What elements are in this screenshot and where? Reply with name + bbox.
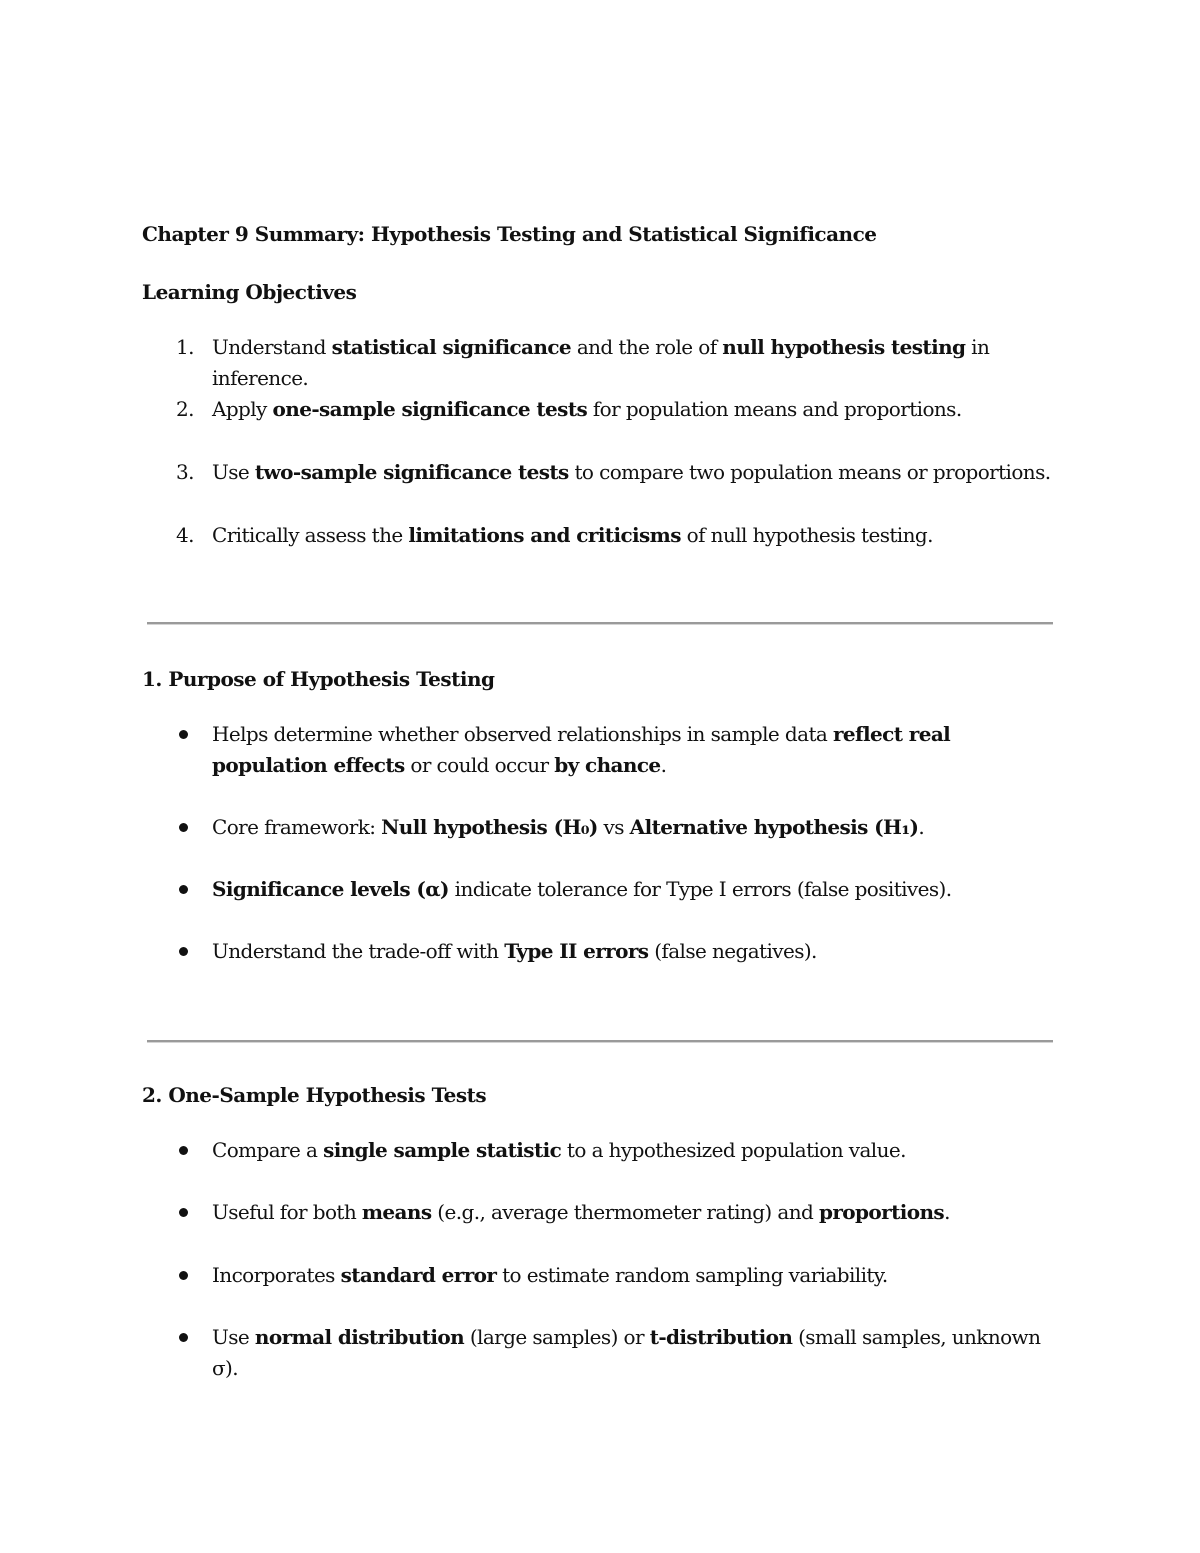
text-run: Incorporates bbox=[212, 1263, 341, 1287]
text-run: for population means and proportions. bbox=[587, 397, 962, 421]
objectives-heading: Learning Objectives bbox=[142, 280, 357, 304]
objective-item bbox=[212, 457, 1052, 488]
bold-text-run: single sample statistic bbox=[323, 1138, 562, 1162]
bold-text-run: limitations and criticisms bbox=[408, 523, 681, 547]
text-run: Core framework: bbox=[212, 815, 382, 839]
bullet-icon bbox=[179, 823, 188, 832]
purpose-bullet-item bbox=[212, 812, 1052, 843]
section-heading-purpose: 1. Purpose of Hypothesis Testing bbox=[142, 667, 495, 691]
bold-text-run: means bbox=[361, 1200, 432, 1224]
text-run: of null hypothesis testing. bbox=[680, 523, 933, 547]
bullet-icon bbox=[179, 947, 188, 956]
text-run: (false negatives). bbox=[648, 939, 817, 963]
text-run: to estimate random sampling variability. bbox=[496, 1263, 888, 1287]
purpose-bullet-item bbox=[212, 874, 1052, 905]
text-run: Use bbox=[212, 460, 255, 484]
horizontal-divider bbox=[147, 622, 1053, 625]
text-run: . bbox=[660, 753, 667, 777]
bold-text-run: normal distribution bbox=[254, 1325, 465, 1349]
objective-number: 3. bbox=[176, 460, 194, 484]
section-heading-one-sample: 2. One-Sample Hypothesis Tests bbox=[142, 1083, 487, 1107]
bullet-icon bbox=[179, 1271, 188, 1280]
bold-text-run: reflect real population effects bbox=[212, 722, 951, 777]
text-run: . bbox=[918, 815, 925, 839]
objective-item bbox=[212, 520, 1052, 551]
text-run: Understand bbox=[212, 335, 332, 359]
bold-text-run: Null hypothesis (H₀) bbox=[381, 815, 598, 839]
text-run: or could occur bbox=[404, 753, 555, 777]
bold-text-run: proportions bbox=[818, 1200, 945, 1224]
bold-text-run: null hypothesis testing bbox=[722, 335, 966, 359]
text-run: indicate tolerance for Type I errors (false positives). bbox=[448, 877, 952, 901]
objective-number: 1. bbox=[176, 335, 194, 359]
one-sample-bullet-item bbox=[212, 1135, 1052, 1166]
text-run: Useful for both bbox=[212, 1200, 362, 1224]
text-run: in inference. bbox=[212, 335, 990, 390]
bold-text-run: one-sample significance tests bbox=[272, 397, 588, 421]
bold-text-run: Alternative hypothesis (H₁) bbox=[629, 815, 919, 839]
text-run: (e.g., average thermometer rating) and bbox=[431, 1200, 819, 1224]
bullet-icon bbox=[179, 885, 188, 894]
bullet-icon bbox=[179, 1333, 188, 1342]
horizontal-divider bbox=[147, 1040, 1053, 1043]
bullet-icon bbox=[179, 1146, 188, 1155]
one-sample-bullet-item bbox=[212, 1197, 1052, 1228]
one-sample-bullet-item bbox=[212, 1322, 1052, 1384]
bold-text-run: statistical significance bbox=[331, 335, 572, 359]
text-run: Use bbox=[212, 1325, 255, 1349]
objective-number: 4. bbox=[176, 523, 194, 547]
bullet-icon bbox=[179, 1208, 188, 1217]
text-run: . bbox=[944, 1200, 950, 1224]
bold-text-run: by chance bbox=[554, 753, 661, 777]
text-run: vs bbox=[597, 815, 630, 839]
objective-number: 2. bbox=[176, 397, 194, 421]
text-run: to compare two population means or proportions. bbox=[568, 460, 1051, 484]
purpose-bullet-item bbox=[212, 719, 1052, 781]
bold-text-run: standard error bbox=[340, 1263, 497, 1287]
text-run: (small samples, unknown σ). bbox=[212, 1325, 1041, 1380]
text-run: Compare a bbox=[212, 1138, 324, 1162]
bold-text-run: two-sample significance tests bbox=[254, 460, 569, 484]
text-run: (large samples) or bbox=[464, 1325, 650, 1349]
text-run: Critically assess the bbox=[212, 523, 409, 547]
bold-text-run: Significance levels (α) bbox=[212, 877, 449, 901]
document-title: Chapter 9 Summary: Hypothesis Testing and Statistical Significance bbox=[142, 222, 877, 246]
text-run: Helps determine whether observed relationships in sample data bbox=[212, 722, 833, 746]
text-run: and the role of bbox=[571, 335, 723, 359]
objective-item bbox=[212, 332, 1052, 394]
objective-item bbox=[212, 394, 1052, 425]
purpose-bullet-item bbox=[212, 936, 1052, 967]
bullet-icon bbox=[179, 730, 188, 739]
text-run: to a hypothesized population value. bbox=[561, 1138, 906, 1162]
bold-text-run: Type II errors bbox=[504, 939, 649, 963]
bold-text-run: t-distribution bbox=[649, 1325, 793, 1349]
one-sample-bullet-item bbox=[212, 1260, 1052, 1291]
text-run: Understand the trade-off with bbox=[212, 939, 505, 963]
text-run: Apply bbox=[212, 397, 273, 421]
